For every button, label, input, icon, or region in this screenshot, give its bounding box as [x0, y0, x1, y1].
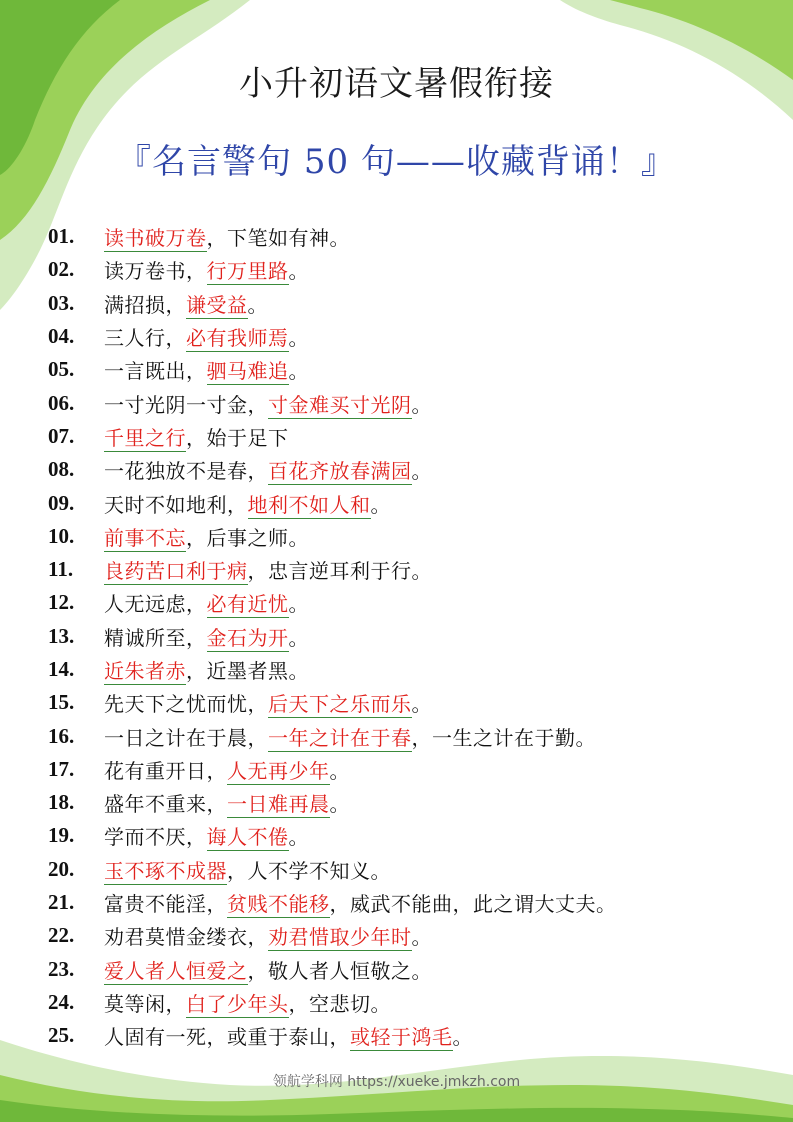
quote-text — [104, 955, 432, 984]
quote-number: 20. — [48, 856, 75, 881]
quote-plain: 。 — [329, 758, 350, 783]
quote-row — [48, 1019, 788, 1052]
quote-text — [104, 988, 391, 1017]
quote-highlight: 一年之计在于春 — [268, 725, 412, 750]
quote-text — [104, 322, 309, 351]
quote-plain: ，威武不能曲，此之谓大丈夫。 — [329, 892, 617, 917]
quote-row — [48, 586, 788, 619]
quote-row — [48, 386, 788, 419]
quote-text — [104, 722, 596, 751]
quote-text — [104, 1021, 473, 1050]
quote-plain: 一日之计在于晨， — [104, 725, 268, 750]
quote-row — [48, 653, 788, 686]
quote-number: 14. — [48, 657, 75, 681]
quote-row — [48, 986, 788, 1019]
quote-number: 16. — [48, 723, 75, 748]
quote-number: 06. — [48, 390, 75, 415]
quote-row — [48, 486, 788, 519]
quote-row — [48, 953, 788, 986]
quote-highlight: 前事不忘 — [104, 525, 186, 550]
quote-highlight: 一日难再晨 — [227, 792, 330, 817]
quote-number: 10. — [48, 523, 75, 548]
quote-highlight: 谦受益 — [186, 292, 248, 317]
quote-plain: 。 — [288, 259, 309, 284]
quote-plain: 一花独放不是春， — [104, 459, 268, 484]
quote-plain: 。 — [288, 326, 309, 351]
quote-number: 02. — [48, 257, 75, 282]
quote-plain: 。 — [288, 625, 309, 650]
quote-plain: 学而不厌， — [104, 825, 207, 850]
quote-highlight: 必有我师焉 — [186, 326, 289, 351]
quote-text — [104, 622, 309, 651]
quote-text — [104, 855, 391, 884]
quote-plain: ，忠言逆耳利于行。 — [247, 559, 432, 584]
quote-plain: 。 — [411, 392, 432, 417]
quote-row — [48, 553, 788, 586]
quote-plain: 先天下之忧而忧， — [104, 692, 268, 717]
quote-plain: 。 — [411, 692, 432, 717]
quote-plain: 满招损， — [104, 292, 186, 317]
quote-text — [104, 888, 617, 917]
quote-highlight: 玉不琢不成器 — [104, 858, 227, 883]
quote-highlight: 读书破万卷 — [104, 226, 207, 251]
quote-row — [48, 320, 788, 353]
quote-row — [48, 819, 788, 852]
quote-row — [48, 919, 788, 952]
quote-text — [104, 688, 432, 717]
quote-highlight: 或轻于鸿毛 — [350, 1025, 453, 1050]
quote-text — [104, 489, 391, 518]
quote-highlight: 驷马难追 — [206, 359, 289, 384]
quote-text — [104, 588, 309, 617]
quote-highlight: 千里之行 — [104, 425, 186, 450]
quote-number: 19. — [48, 823, 75, 848]
quote-plain: 。 — [370, 492, 391, 517]
quote-number: 12. — [48, 590, 75, 615]
quote-highlight: 人无再少年 — [227, 758, 330, 783]
quote-plain: 。 — [247, 292, 268, 317]
quote-number: 24. — [48, 989, 75, 1014]
quote-plain: 精诚所至， — [104, 625, 207, 650]
quote-text — [104, 655, 309, 684]
quote-row — [48, 453, 788, 486]
quote-highlight: 行万里路 — [206, 259, 289, 284]
quote-row — [48, 786, 788, 819]
quote-row — [48, 853, 788, 886]
quote-number: 15. — [48, 690, 75, 715]
quote-text — [104, 389, 432, 418]
quote-plain: ，空悲切。 — [288, 991, 391, 1016]
quote-highlight: 劝君惜取少年时 — [268, 925, 412, 950]
quote-number: 23. — [48, 956, 75, 981]
quote-row — [48, 220, 788, 253]
quote-highlight: 贫贱不能移 — [227, 892, 330, 917]
quote-highlight: 寸金难买寸光阴 — [268, 392, 412, 417]
quote-row — [48, 287, 788, 320]
quote-text — [104, 455, 432, 484]
quote-plain: ，近墨者黑。 — [186, 659, 309, 683]
quote-number: 09. — [48, 490, 75, 515]
quote-text — [104, 921, 432, 950]
quote-plain: 。 — [288, 359, 309, 384]
quote-row — [48, 620, 788, 653]
quote-row — [48, 253, 788, 286]
quote-number: 05. — [48, 357, 75, 382]
quote-number: 11. — [48, 557, 74, 582]
quote-row — [48, 420, 788, 453]
quote-plain: 莫等闲， — [104, 991, 186, 1016]
quote-row — [48, 520, 788, 553]
quote-row — [48, 686, 788, 719]
quote-highlight: 近朱者赤 — [104, 659, 186, 683]
quote-number: 04. — [48, 324, 75, 349]
quote-number: 18. — [48, 790, 75, 815]
quote-text — [104, 555, 432, 584]
quote-plain: 人无远虑， — [104, 592, 207, 617]
quote-plain: 。 — [452, 1025, 473, 1050]
quote-text — [104, 788, 350, 817]
quote-plain: ，一生之计在于勤。 — [411, 725, 596, 750]
quote-text — [104, 422, 289, 451]
quote-plain: ，下笔如有神。 — [206, 226, 350, 251]
quote-number: 25. — [48, 1023, 75, 1048]
page-subtitle: 『名言警句 50 句——收藏背诵！』 — [117, 142, 676, 182]
quote-plain: 一寸光阴一寸金， — [104, 392, 268, 417]
quote-plain: 。 — [288, 592, 309, 617]
quote-highlight: 百花齐放春满园 — [268, 459, 412, 484]
quote-plain: ，敬人者人恒敬之。 — [247, 958, 432, 983]
quote-highlight: 爱人者人恒爱之 — [104, 958, 248, 983]
quote-plain: 天时不如地利， — [104, 492, 248, 517]
quote-highlight: 金石为开 — [206, 625, 289, 650]
quote-highlight: 后天下之乐而乐 — [268, 692, 412, 717]
quote-text — [104, 289, 268, 318]
quote-text — [104, 255, 309, 284]
quote-plain: ，后事之师。 — [186, 525, 309, 550]
quote-plain: 。 — [288, 825, 309, 850]
quote-highlight: 诲人不倦 — [206, 825, 289, 850]
quote-plain: 。 — [329, 792, 350, 817]
quote-text — [104, 222, 350, 251]
quote-highlight: 必有近忧 — [206, 592, 289, 617]
quote-number: 08. — [48, 457, 75, 482]
quote-plain: 富贵不能淫， — [104, 892, 227, 917]
quote-plain: ，人不学不知义。 — [227, 858, 391, 883]
quote-highlight: 地利不如人和 — [247, 492, 371, 517]
quote-number: 01. — [48, 224, 75, 249]
quote-plain: 劝君莫惜金缕衣， — [104, 925, 268, 950]
quote-plain: 花有重开日， — [104, 758, 227, 783]
quote-row — [48, 353, 788, 386]
quote-highlight: 良药苦口利于病 — [104, 559, 248, 584]
quote-number: 22. — [48, 923, 75, 948]
quote-plain: 。 — [411, 459, 432, 484]
quote-text — [104, 522, 309, 551]
quote-list — [48, 220, 788, 1052]
quote-plain: 读万卷书， — [104, 259, 207, 284]
page-title: 小升初语文暑假衔接 — [239, 64, 554, 104]
quote-row — [48, 886, 788, 919]
quote-plain: 。 — [411, 925, 432, 950]
quote-text — [104, 821, 309, 850]
quote-plain: 人固有一死，或重于泰山， — [104, 1025, 350, 1050]
quote-plain: 一言既出， — [104, 359, 207, 384]
quote-row — [48, 719, 788, 752]
quote-number: 21. — [48, 890, 75, 915]
quote-number: 13. — [48, 623, 75, 648]
quote-plain: ，始于足下 — [186, 425, 289, 450]
footer-watermark: 领航学科网 https://xueke.jmkzh.com — [272, 1074, 521, 1090]
quote-text — [104, 755, 350, 784]
quote-number: 17. — [48, 756, 75, 781]
quote-text — [104, 355, 309, 384]
quote-number: 07. — [48, 423, 75, 448]
quote-plain: 三人行， — [104, 326, 186, 351]
quote-number: 03. — [48, 290, 75, 315]
quote-highlight: 白了少年头 — [186, 991, 289, 1016]
quote-plain: 盛年不重来， — [104, 792, 227, 817]
quote-row — [48, 753, 788, 786]
